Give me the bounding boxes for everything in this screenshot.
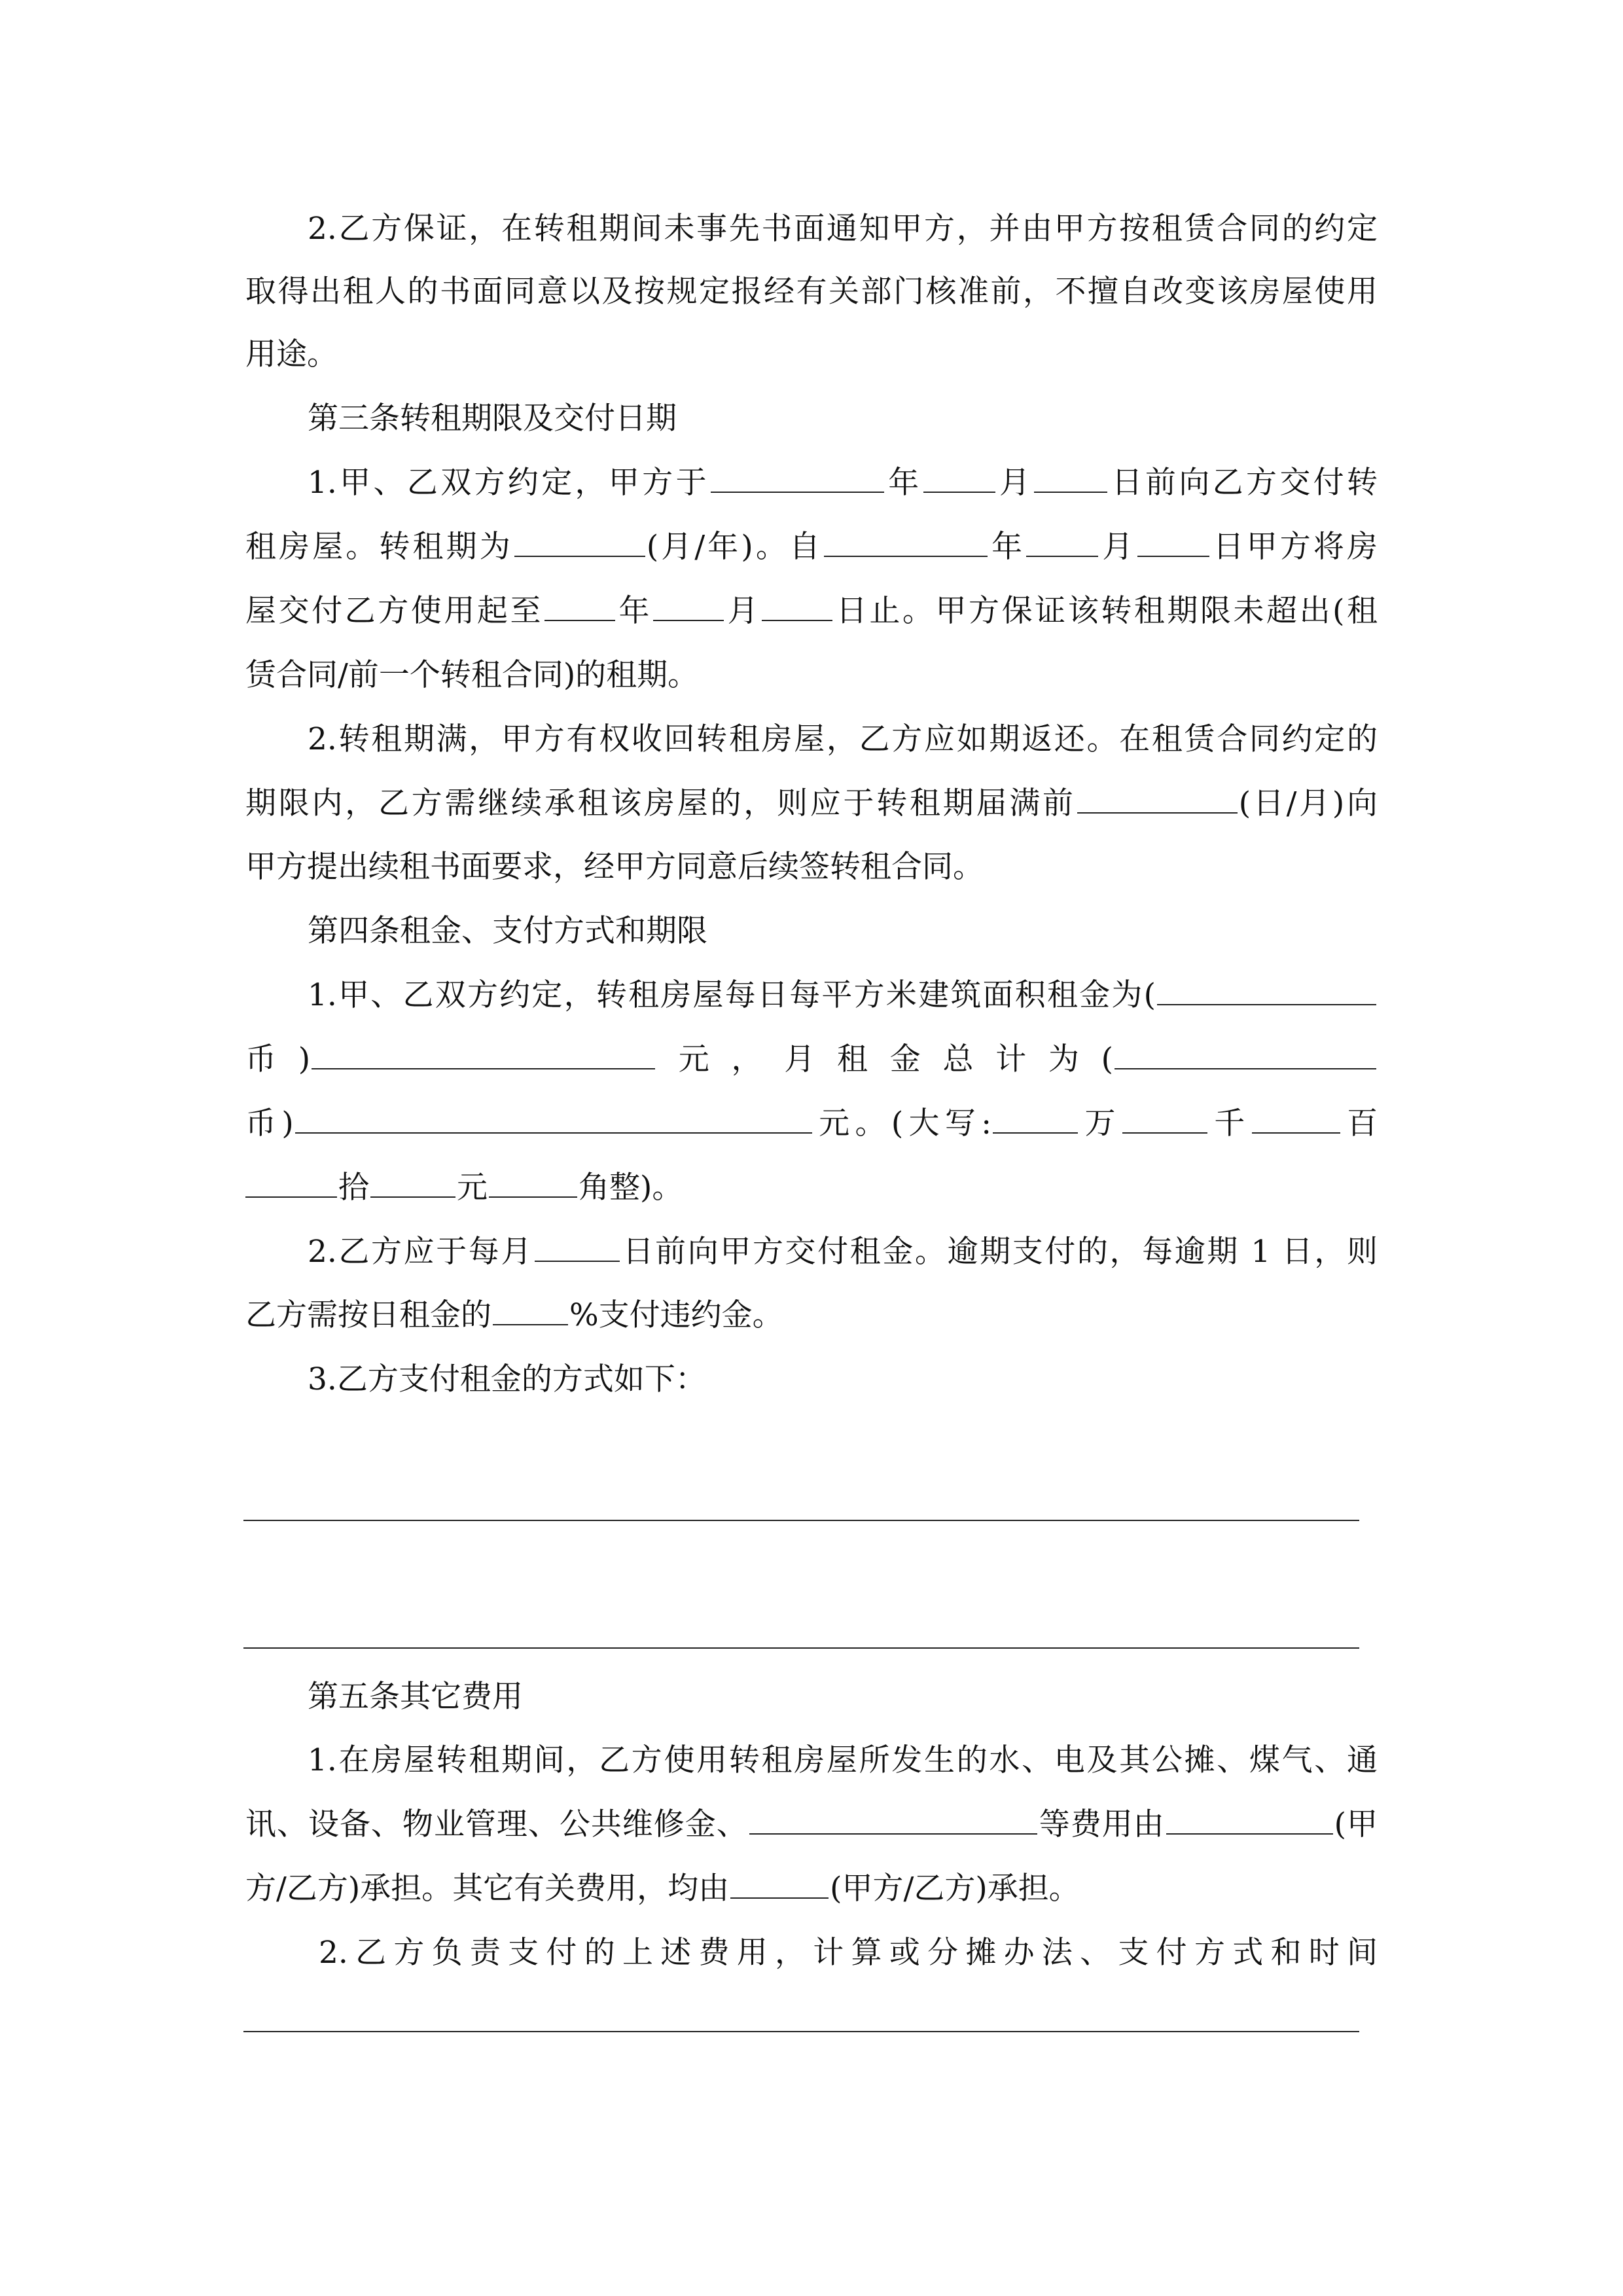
article-3-clause-2-line: 2.转租期满，甲方有权收回转租房屋，乙方应如期返还。在租赁合同约定的 [308,721,1378,757]
renewal-notice-blank[interactable] [1077,783,1238,814]
article-4-clause-1-line: 拾 元 角整)。 [245,1168,1378,1208]
article-3-clause-2-line: 甲方提出续租书面要求，经甲方同意后续签转租合同。 [245,849,984,885]
date-day-blank[interactable] [1034,463,1107,493]
article-3-clause-1-line: 屋交付乙方使用起至 年 月 日止。甲方保证该转租期限未超出(租 [245,591,1378,632]
article-5-clause-1-line: 1.在房屋转租期间，乙方使用转租房屋所发生的水、电及其公摊、煤气、通 [308,1742,1378,1778]
article-4-clause-1-line: 币) 元。(大写: 万 千 百 [245,1103,1378,1144]
start-day-blank[interactable] [1137,527,1209,557]
article-4-clause-2-line: 2.乙方应于每月 日前向甲方交付租金。逾期支付的，每逾期 1 日，则 [308,1232,1378,1272]
currency-blank[interactable] [1157,975,1376,1005]
monthly-rent-blank[interactable] [295,1103,812,1134]
fill-in-line[interactable] [243,2031,1359,2032]
article-4-title: 第四条租金、支付方式和期限 [308,913,707,949]
article-3-clause-2-line: 期限内，乙方需继续承租该房屋的，则应于转租期届满前 (日/月)向 [245,783,1378,824]
end-day-blank[interactable] [762,591,832,621]
hundred-blank[interactable] [1252,1103,1340,1134]
other-fees-blank[interactable] [749,1804,1037,1835]
clause-text-line: 用途。 [245,336,338,372]
ten-blank[interactable] [245,1168,337,1198]
fill-in-line[interactable] [243,1520,1359,1521]
article-5-title: 第五条其它费用 [308,1679,523,1715]
penalty-percent-blank[interactable] [493,1295,568,1325]
clause-text-line: 2.乙方保证，在转租期间未事先书面通知甲方，并由甲方按租赁合同的约定 [308,211,1378,247]
thousand-blank[interactable] [1122,1103,1207,1134]
monthly-currency-blank[interactable] [1115,1039,1376,1069]
article-3-clause-1-line: 1.甲、乙双方约定，甲方于 年 月 日前向乙方交付转 [308,463,1378,503]
payment-day-blank[interactable] [535,1232,620,1262]
article-5-clause-1-line: 讯、设备、物业管理、公共维修金、 等费用由 (甲 [245,1804,1378,1845]
start-year-blank[interactable] [824,527,988,557]
jiao-blank[interactable] [489,1168,577,1198]
date-month-blank[interactable] [923,463,995,493]
article-4-clause-1-line: 币) 元，月租金总计为( [245,1039,1378,1080]
article-3-clause-1-line: 租房屋。转租期为 (月/年)。自 年 月 日甲方将房 [245,527,1378,567]
end-month-blank[interactable] [653,591,724,621]
article-4-clause-3-line: 3.乙方支付租金的方式如下： [308,1361,706,1397]
other-costs-payer-blank[interactable] [730,1869,829,1899]
end-year-blank[interactable] [544,591,615,621]
ten-thousand-blank[interactable] [993,1103,1078,1134]
fee-payer-blank[interactable] [1166,1804,1333,1835]
article-3-title: 第三条转租期限及交付日期 [308,401,677,437]
yuan-blank[interactable] [370,1168,455,1198]
article-5-clause-2-line: 2.乙方负责支付的上述费用，计算或分摊办法、支付方式和时间 [319,1935,1378,1971]
clause-text-line: 取得出租人的书面同意以及按规定报经有关部门核准前，不擅自改变该房屋使用 [245,274,1378,310]
date-year-blank[interactable] [711,463,884,493]
term-length-blank[interactable] [514,527,645,557]
start-month-blank[interactable] [1026,527,1098,557]
article-4-clause-2-line: 乙方需按日租金的 %支付违约金。 [245,1295,1378,1336]
article-4-clause-1-line: 1.甲、乙双方约定，转租房屋每日每平方米建筑面积租金为( [308,975,1378,1016]
article-5-clause-1-line: 方/乙方)承担。其它有关费用，均由 (甲方/乙方)承担。 [245,1869,1378,1909]
daily-rent-blank[interactable] [312,1039,655,1069]
fill-in-line[interactable] [243,1647,1359,1649]
article-3-clause-1-line: 赁合同/前一个转租合同)的租期。 [245,657,699,693]
